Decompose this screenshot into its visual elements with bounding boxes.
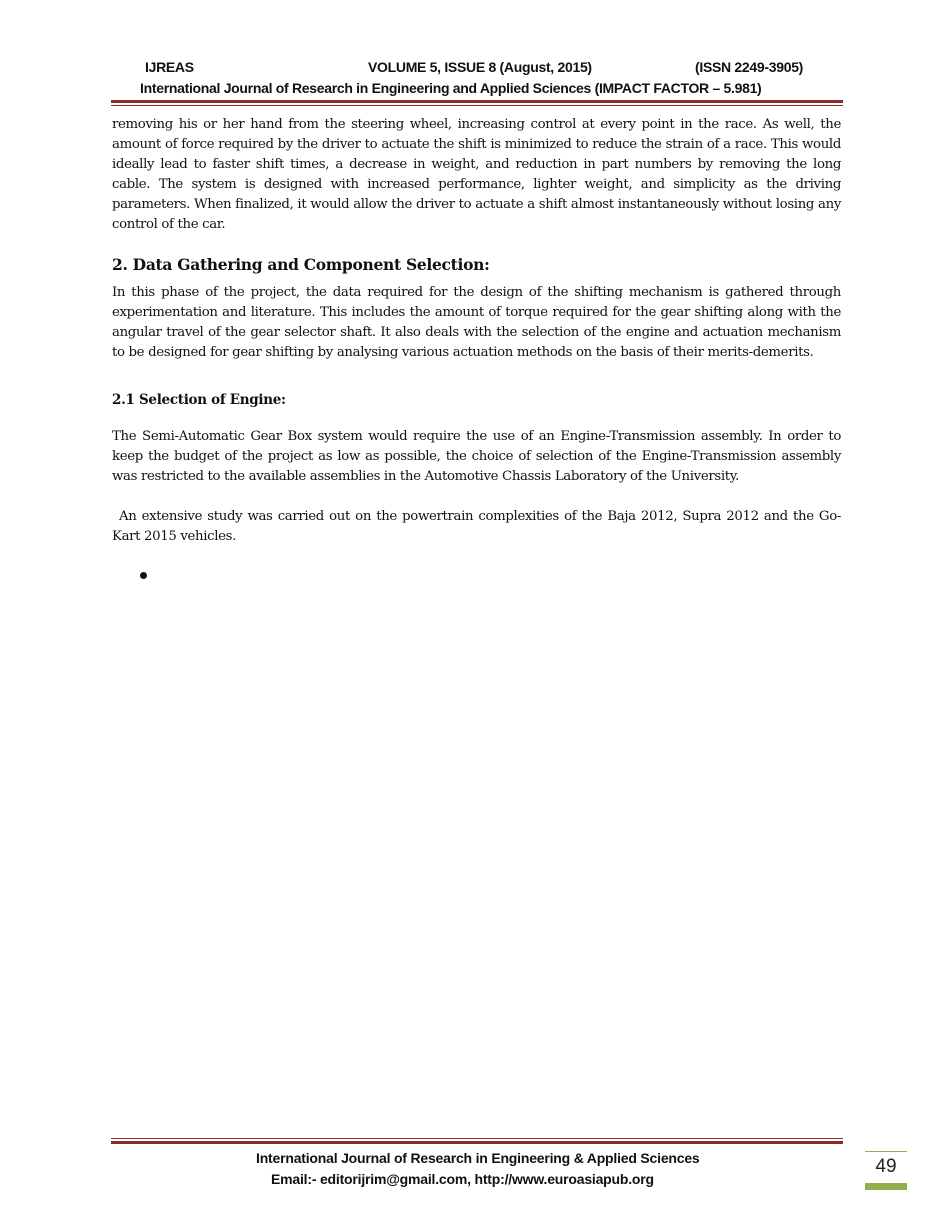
header-journal-abbrev: IJREAS [145, 59, 194, 75]
header-divider-thick [111, 100, 843, 103]
intro-paragraph: removing his or her hand from the steering wheel, increasing control at every point in the race. As well, the amount of force required by the driver to actuate the shift is minimized to reduce the strain of a race. This would ideally lead to faster shift times, a decrease in weight, and reduction in part numbers by removing the long cable. The system is designed with increased performance, lighter weight, and simplicity as the driving parameters. When finalized, it would allow the driver to actuate a shift almost instantaneously without losing any control of the car. [112, 117, 841, 232]
page-number-bottom-bar [865, 1183, 907, 1190]
footer-journal-title: International Journal of Research in Engineering & Applied Sciences [256, 1150, 700, 1166]
section-2-heading: 2. Data Gathering and Component Selection: [112, 255, 490, 274]
page-number-top-rule [865, 1151, 907, 1152]
footer-divider-thick [111, 1141, 843, 1144]
header-journal-title: International Journal of Research in Engineering and Applied Sciences (IMPACT FACTOR – 5.981) [140, 80, 762, 96]
section-2-1-paragraph-1: The Semi-Automatic Gear Box system would require the use of an Engine-Transmission assembly. In order to keep the budget of the project as low as possible, the choice of selection of the Engine-Transmission assembly was restricted to the available assemblies in the Automotive Chassis Laboratory of the University. [112, 429, 841, 484]
page-number: 49 [875, 1156, 897, 1177]
section-2-paragraph: In this phase of the project, the data required for the design of the shifting mechanism is gathered through experimentation and literature. This includes the amount of torque required for the gear shifting along with the angular travel of the gear selector shaft. It also deals with the selection of the engine and actuation mechanism to be designed for gear shifting by analysing various actuation methods on the basis of their merits-demerits. [112, 285, 841, 360]
header-issn: (ISSN 2249-3905) [695, 59, 804, 75]
empty-bullet-point [140, 572, 147, 579]
footer-contact: Email:- editorijrim@gmail.com, http://www.euroasiapub.org [271, 1171, 654, 1187]
section-2-1-paragraph-2: An extensive study was carried out on the powertrain complexities of the Baja 2012, Supra 2012 and the Go-Kart 2015 vehicles. [112, 509, 841, 544]
header-divider-thin [111, 105, 843, 106]
footer-divider-thin [111, 1138, 843, 1139]
section-2-1-heading: 2.1 Selection of Engine: [112, 392, 286, 408]
header-volume-issue: VOLUME 5, ISSUE 8 (August, 2015) [368, 59, 592, 75]
